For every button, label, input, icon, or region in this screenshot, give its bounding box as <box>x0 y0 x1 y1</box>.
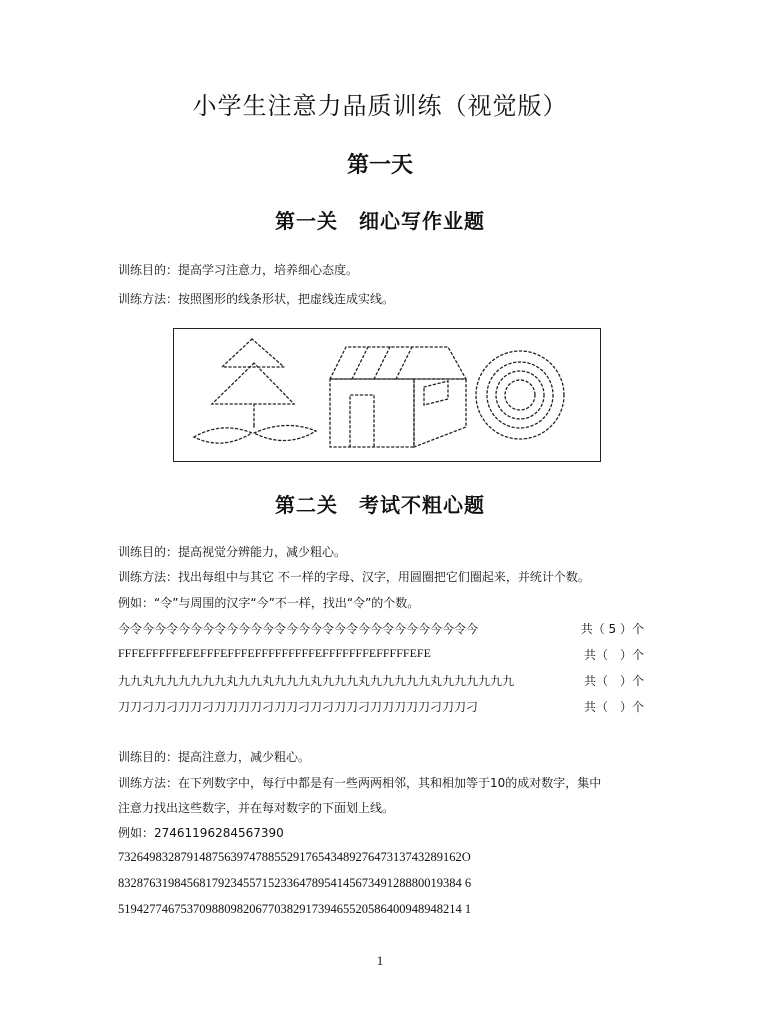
dotted-circles-figure <box>476 351 564 439</box>
section3-method-line1: 训练方法：在下列数字中，每行中都是有一些两两相邻，其和相加等于10的成对数字，集中 <box>118 776 602 790</box>
char-row <box>118 672 644 690</box>
section2-goal: 训练目的：提高视觉分辨能力，减少粗心。 <box>118 545 347 559</box>
dotted-tree-figure <box>194 339 316 443</box>
document-title: 小学生注意力品质训练（视觉版） <box>192 92 568 120</box>
section1-method: 训练方法：按照图形的线条形状，把虚线连成实线。 <box>118 292 395 306</box>
digit-row: 8328763198456817923455715233647895414567349128880019384 6 <box>118 876 472 890</box>
char-row <box>118 620 644 638</box>
char-sequence: 九九丸九九九九九九丸九九丸九九九丸九九九丸九九九九九丸九九九九九九 <box>118 674 515 688</box>
digit-row: 7326498328791487563974788552917654348927647313743289162O <box>118 850 471 864</box>
section2-title: 第二关 考试不粗心题 <box>275 493 485 517</box>
dotted-figure-box <box>173 328 601 462</box>
char-sequence: 今令今今令今今今令今今今今令今今今令今令今今令今今今今今令今 <box>118 622 479 636</box>
char-sequence: 刀刀刁刀刁刀刀刁刀刀刀刀刁刀刀刁刀刁刀刀刁刀刀刀刀刀刁刀刀刁 <box>118 700 479 714</box>
section3-example: 例如：27461196284567390 <box>118 826 284 840</box>
section2-example: 例如：“令”与周围的汉字“今”不一样，找出“令”的个数。 <box>118 596 420 610</box>
char-sequence: FFFEFFFFFEFEFFFEFFFEFFFFFFFFFEFFFFFFFEFFFFFEFE <box>118 646 431 660</box>
section3-method-line2: 注意力找出这些数字，并在每对数字的下面划上线。 <box>118 801 395 815</box>
section1-title: 第一关 细心写作业题 <box>275 209 485 233</box>
dotted-house-figure <box>330 347 466 447</box>
count-answer: 共（ 5 ）个 <box>580 622 644 636</box>
digit-row: 5194277467537098809820677038291739465520586400948948214 1 <box>118 902 472 916</box>
page-number: 1 <box>376 953 384 968</box>
day-title: 第一天 <box>346 153 413 178</box>
char-row <box>118 698 644 716</box>
count-answer-blank: 共（ ）个 <box>583 648 644 662</box>
section2-method: 训练方法：找出每组中与其它 不一样的字母、汉字，用圆圈把它们圈起来，并统计个数。 <box>118 570 590 584</box>
section3-goal: 训练目的：提高注意力，减少粗心。 <box>118 750 311 764</box>
count-answer-blank: 共（ ）个 <box>583 674 644 688</box>
dotted-figures <box>174 329 602 463</box>
count-answer-blank: 共（ ）个 <box>583 700 644 714</box>
char-row <box>118 646 644 664</box>
section1-goal: 训练目的：提高学习注意力，培养细心态度。 <box>118 263 359 277</box>
